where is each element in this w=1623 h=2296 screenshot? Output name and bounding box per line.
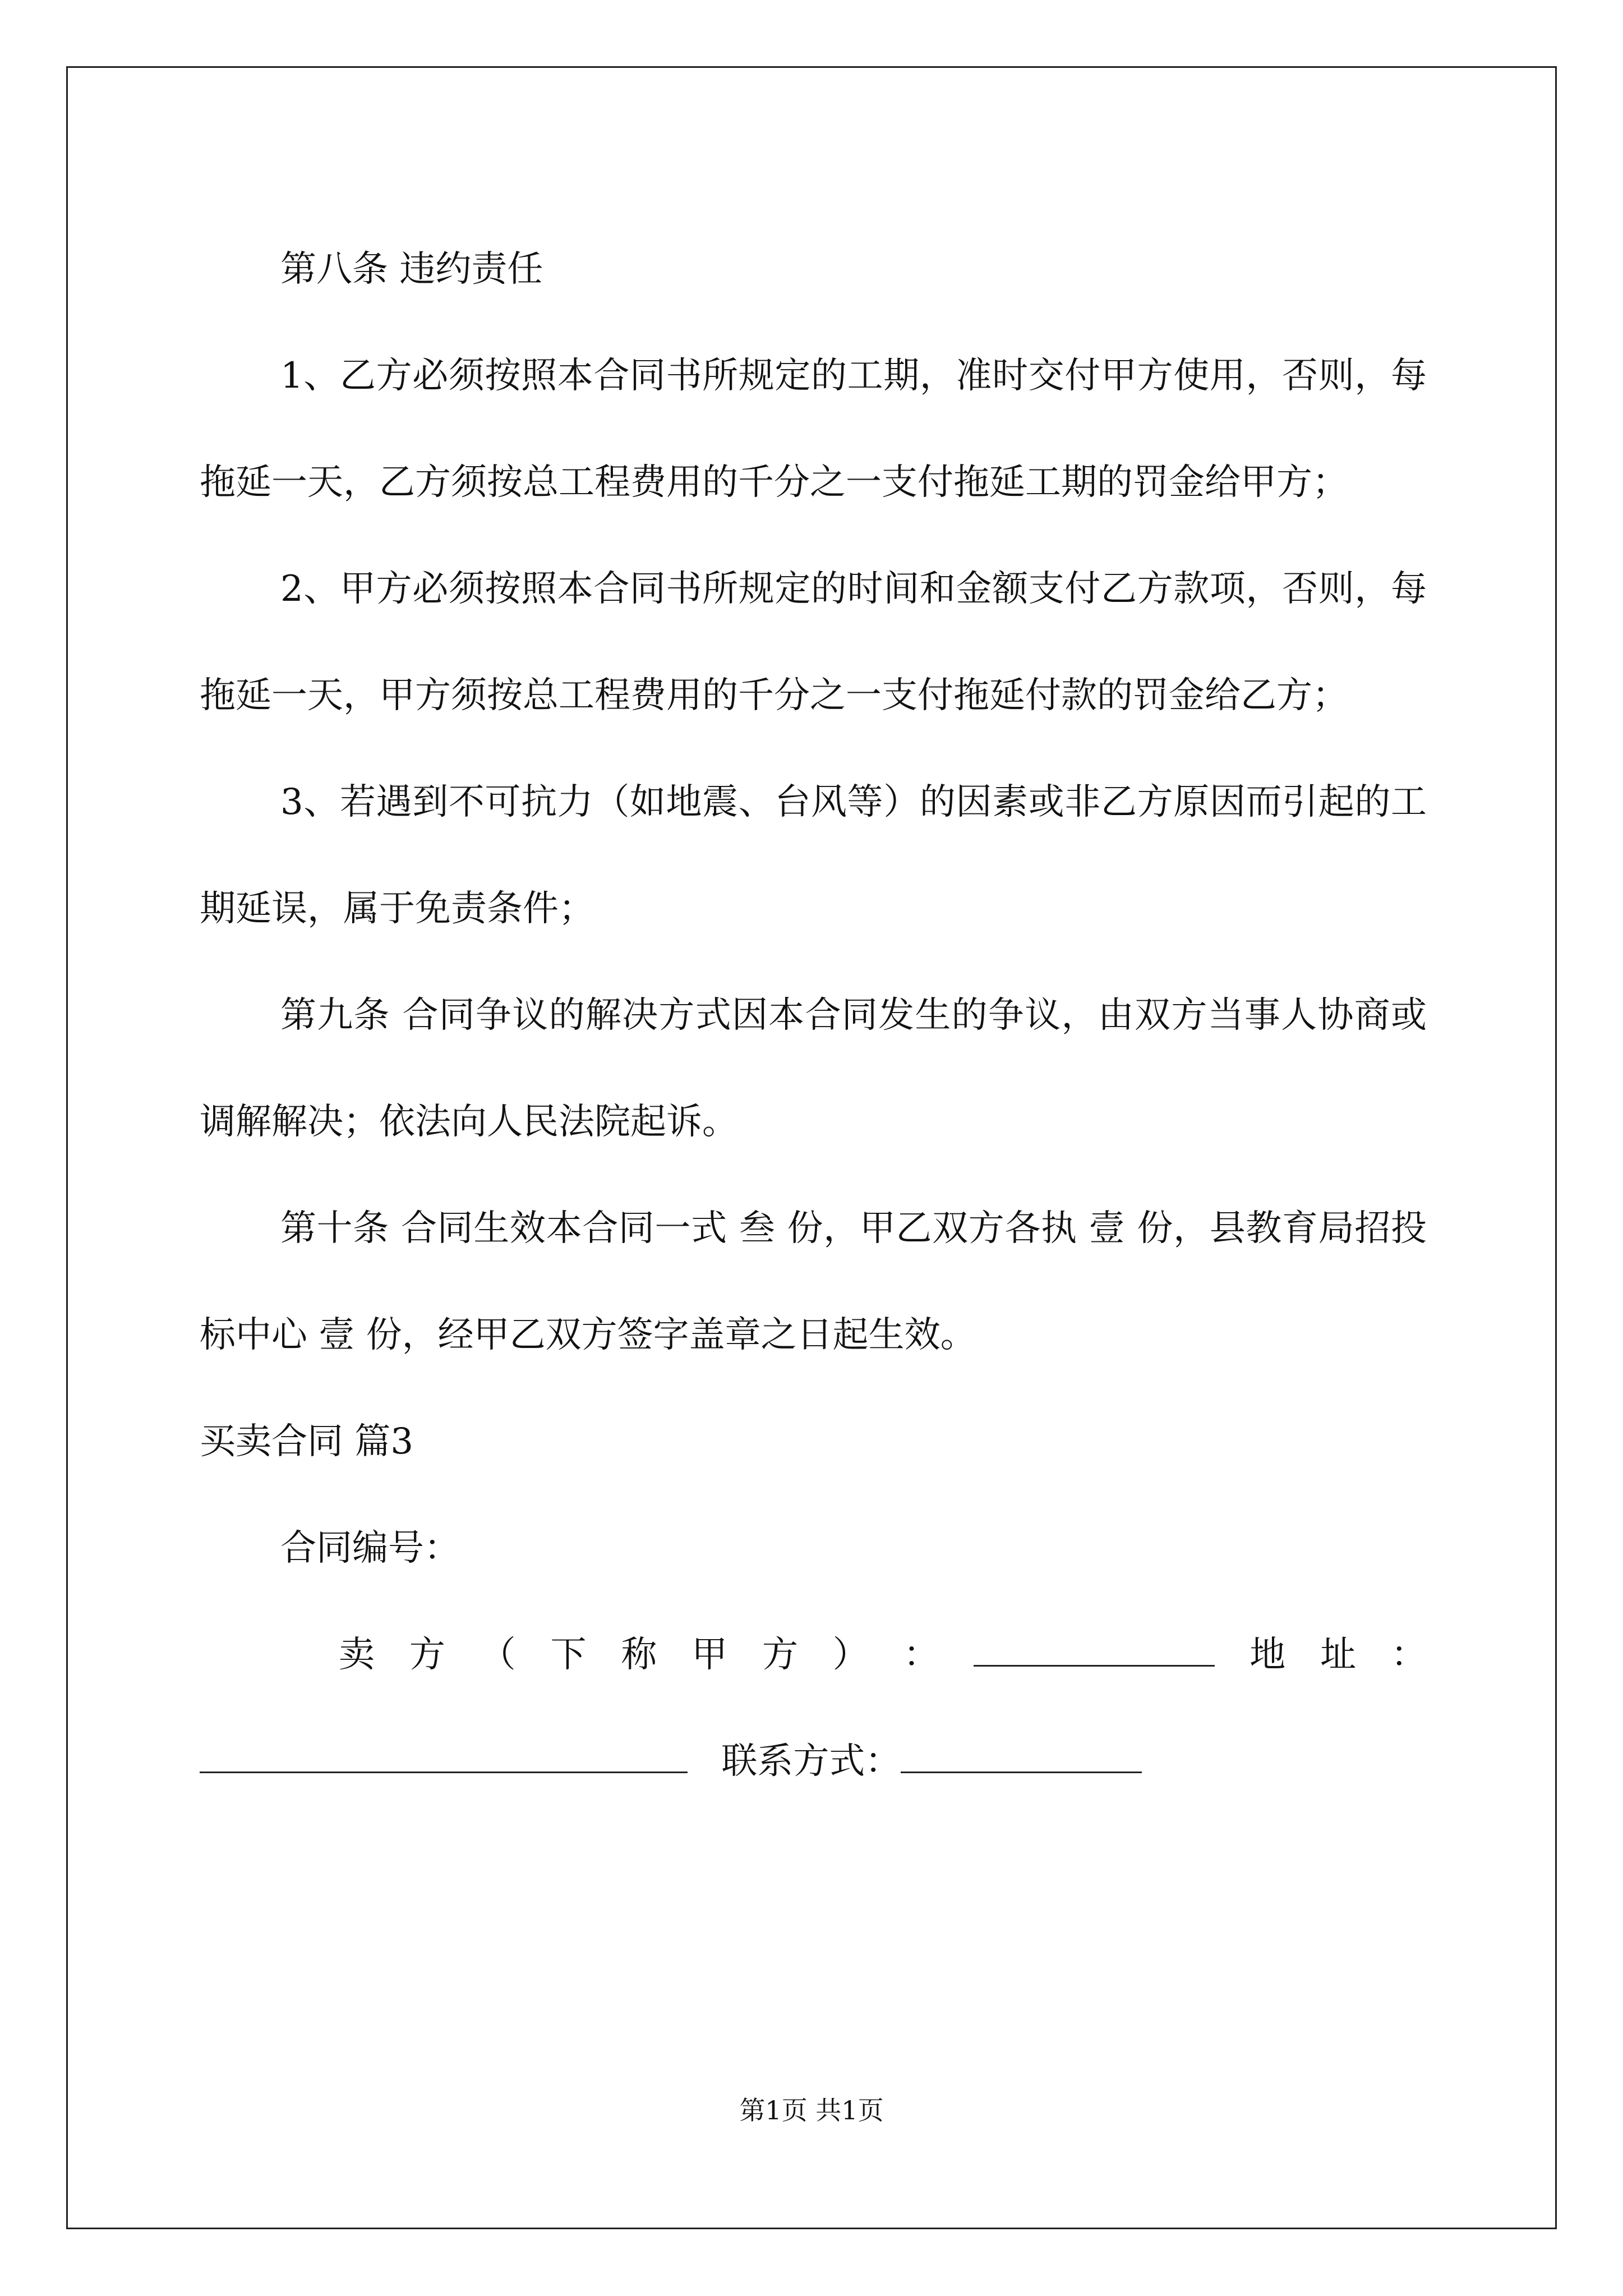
clause-1: 1、乙方必须按照本合同书所规定的工期，准时交付甲方使用，否则，每拖延一天，乙方须按总工程费用的千分之一支付拖延工期的罚金给甲方； <box>200 355 1427 503</box>
seller-blank <box>974 1638 1215 1667</box>
seller-char: （ <box>479 1634 516 1676</box>
address-blank <box>200 1745 688 1773</box>
contact-blank <box>901 1745 1142 1773</box>
contract-number-label: 合同编号： <box>280 1527 460 1569</box>
article-10: 第十条 合同生效本合同一式 叁 份，甲乙双方各执 壹 份，县教育局招投标中心 壹 份，经甲乙双方签字盖章之日起生效。 <box>200 1208 1427 1356</box>
seller-char: 方 <box>409 1634 445 1676</box>
seller-char: 下 <box>550 1634 587 1676</box>
article-9: 第九条 合同争议的解决方式因本合同发生的争议，由双方当事人协商或调解解决；依法向人民法院起诉。 <box>200 995 1427 1143</box>
contact-label: 联系方式： <box>721 1741 901 1782</box>
clause-2: 2、甲方必须按照本合同书所规定的时间和金额支付乙方款项，否则，每拖延一天，甲方须按总工程费用的千分之一支付拖延付款的罚金给乙方； <box>200 568 1427 716</box>
seller-char: ： <box>903 1634 939 1676</box>
address-char: 址 <box>1320 1634 1357 1676</box>
seller-char: ） <box>832 1634 869 1676</box>
article-8-heading: 第八条 违约责任 <box>280 249 543 290</box>
document-body <box>200 216 1427 1815</box>
address-contact-line <box>200 1708 1427 1815</box>
seller-char: 甲 <box>691 1634 728 1676</box>
section-title: 买卖合同 篇3 <box>200 1421 414 1462</box>
seller-char: 方 <box>762 1634 798 1676</box>
seller-line <box>200 1602 1427 1708</box>
page-footer: 第1页 共1页 <box>739 2095 884 2125</box>
seller-char: 卖 <box>339 1634 375 1676</box>
seller-char: 称 <box>621 1634 657 1676</box>
clause-3: 3、若遇到不可抗力（如地震、台风等）的因素或非乙方原因而引起的工期延误，属于免责条件； <box>200 781 1427 930</box>
address-char: ： <box>1390 1634 1427 1676</box>
address-char: 地 <box>1249 1634 1286 1676</box>
